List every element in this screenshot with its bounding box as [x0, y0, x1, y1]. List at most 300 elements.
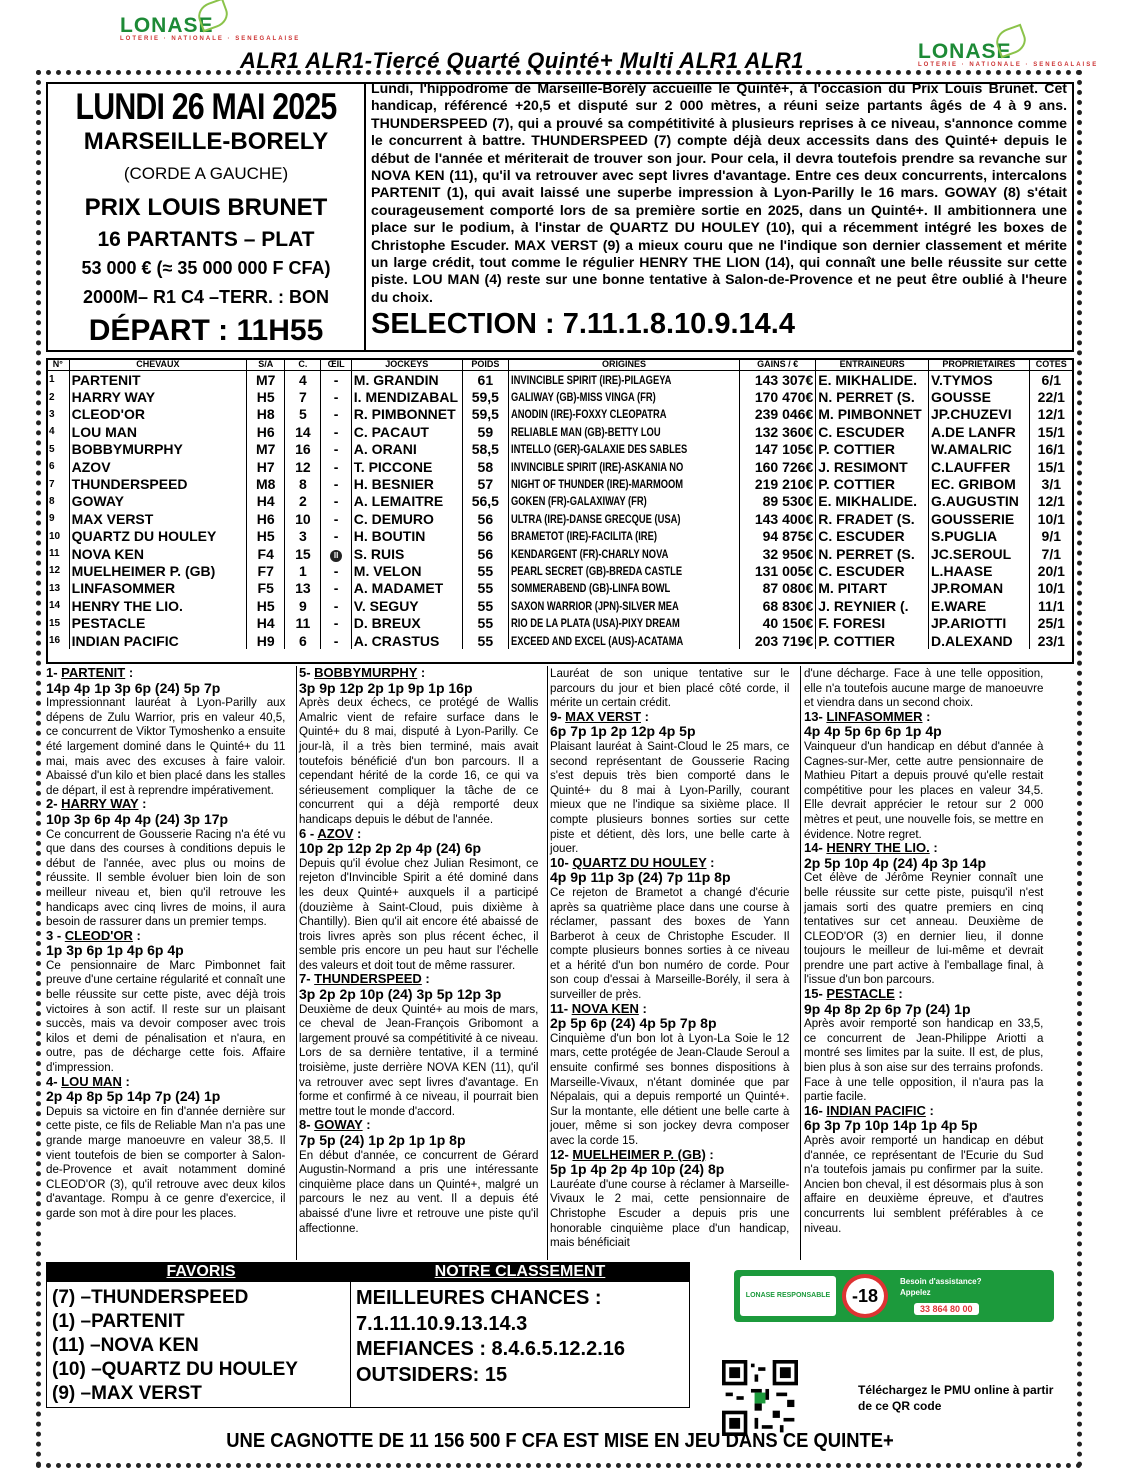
logo-tagline: LOTERIE · NATIONALE · SENEGALAISE	[918, 62, 1099, 68]
horse-comment	[804, 666, 1044, 710]
comment-heading: 7- THUNDERSPEED :	[299, 971, 430, 987]
blinkers-icon: II	[330, 550, 342, 562]
race-name: PRIX LOUIS BRUNET	[84, 194, 328, 221]
col-poids: 56	[462, 510, 508, 527]
col-num: 4	[47, 423, 70, 440]
table-row	[47, 614, 1074, 631]
table-row	[47, 528, 1074, 545]
col-num: 16	[47, 632, 70, 649]
col-oeil: -	[321, 562, 351, 579]
comment-text: Impressionnant lauréat à Lyon-Parilly aux dépens de Zulu Warrior, pris en valeur 40,5, ce concurrent de Viktor Tymoshenko a ensuite été largement dominé dans le Quinté+ du 11 mai, mais avec des excuses à faire valoir. Abaissé d'un kilo et bien placé dans les stalles de départ, il est à reprendre impérativement.	[46, 695, 286, 797]
col-oeil: -	[321, 423, 351, 440]
horse-comment	[299, 1118, 539, 1235]
col-entraineur: C. ESCUDER	[816, 423, 929, 440]
header-col-num: N°	[47, 358, 70, 371]
col-horse: MAX VERST	[69, 510, 246, 527]
col-corde: 10	[285, 510, 321, 527]
col-num: 3	[47, 406, 70, 423]
horse-comment	[299, 666, 539, 827]
horse-comment	[550, 856, 790, 1002]
col-oeil: -	[321, 406, 351, 423]
header-col-gains: GAINS / €	[739, 358, 815, 371]
col-gains: 131 005€	[739, 562, 815, 579]
col-entraineur: C. ESCUDER	[816, 562, 929, 579]
comments-column-3	[550, 666, 790, 1250]
col-horse: CLEOD'OR	[69, 406, 246, 423]
table-row	[47, 597, 1074, 614]
col-sa: F4	[247, 545, 285, 562]
col-cote: 3/1	[1029, 475, 1073, 492]
col-corde: 8	[285, 475, 321, 492]
col-horse: BOBBYMURPHY	[69, 441, 246, 458]
col-cote: 23/1	[1029, 632, 1073, 649]
comment-heading: 4- LOU MAN :	[46, 1073, 130, 1089]
table-row	[47, 388, 1074, 405]
best-chances-value: 7.1.11.10.9.13.14.3	[356, 1312, 528, 1335]
col-origines: KENDARGENT (FR)-CHARLY NOVA	[508, 545, 739, 562]
col-jockey: M. VELON	[351, 562, 462, 579]
comment-heading: 10- QUARTZ DU HOULEY :	[550, 854, 715, 870]
col-sa: H5	[247, 528, 285, 545]
col-origines: INVINCIBLE SPIRIT (IRE)-PILAGEYA	[508, 371, 739, 389]
comment-heading: 15- PESTACLE :	[804, 986, 903, 1002]
col-corde: 15	[285, 545, 321, 562]
comment-heading: 2- HARRY WAY :	[46, 796, 147, 812]
col-oeil: -	[321, 632, 351, 649]
col-origines: NIGHT OF THUNDER (IRE)-MARMOOM	[508, 475, 739, 492]
col-num: 13	[47, 580, 70, 597]
comment-text: Plaisant lauréat à Saint-Cloud le 25 mars, ce second représentant de Gousserie Racing s'est depuis très bien comporté dans le Quinté+ du 8 mai à Lyon-Parilly, courant mieux que ne l'indique sa sixième place. Il compte plusieurs bonnes sorties sur cette piste et détient, dès lors, une belle carte à jouer.	[550, 738, 790, 856]
favoris-title: FAVORIS	[46, 1262, 356, 1282]
comment-text: Deuxième de deux Quinté+ au mois de mars, ce cheval de Jean-François Gribomont a largement prouvé sa compétitivité à ce niveau. Lors de sa dernière tentative, il a terminé troisième, juste derrière NOVA KEN (11), qu'il va retrouver avec sept livres d'avantage. En forme et confirmé à ce niveau, il pourrait bien mettre tout le monde d'accord.	[299, 1001, 539, 1118]
col-proprietaire: GOUSSE	[929, 388, 1030, 405]
col-poids: 55	[462, 614, 508, 631]
race-history: 7p 5p (24) 1p 2p 1p 1p 8p	[299, 1132, 466, 1148]
col-corde: 16	[285, 441, 321, 458]
header-col-sa: S/A	[247, 358, 285, 371]
no-minors-icon: -18	[842, 1274, 888, 1318]
col-poids: 61	[462, 371, 508, 389]
favori-item: (1) –PARTENIT	[52, 1311, 185, 1332]
race-history: 6p 3p 7p 10p 14p 1p 4p 5p	[804, 1117, 978, 1134]
col-gains: 68 830€	[739, 597, 815, 614]
comment-heading: 14- HENRY THE LIO. :	[804, 840, 938, 856]
table-row	[47, 475, 1074, 492]
help-line: Besoin d'assistance?	[900, 1277, 982, 1286]
col-corde: 4	[285, 371, 321, 389]
table-row	[47, 493, 1074, 510]
col-proprietaire: A.DE LANFR	[929, 423, 1030, 440]
horse-comment	[550, 710, 790, 856]
col-sa: M8	[247, 475, 285, 492]
col-proprietaire: GOUSSERIE	[929, 510, 1030, 527]
col-corde: 11	[285, 614, 321, 631]
help-phone: 33 864 80 00	[914, 1303, 979, 1315]
col-entraineur: C. ESCUDER	[816, 528, 929, 545]
col-horse: HENRY THE LIO.	[69, 597, 246, 614]
race-history: 4p 4p 5p 6p 6p 1p 4p	[804, 723, 942, 740]
col-gains: 203 719€	[739, 632, 815, 649]
horse-comment	[46, 929, 286, 1075]
col-poids: 59,5	[462, 406, 508, 423]
col-oeil: -	[321, 475, 351, 492]
col-gains: 40 150€	[739, 614, 815, 631]
col-oeil: -	[321, 458, 351, 475]
col-cote: 7/1	[1029, 545, 1073, 562]
col-sa: H5	[247, 388, 285, 405]
col-cote: 15/1	[1029, 423, 1073, 440]
divider	[296, 666, 297, 1260]
col-cote: 11/1	[1029, 597, 1073, 614]
race-history: 10p 3p 6p 4p 4p (24) 3p 17p	[46, 810, 229, 827]
horse-comment	[804, 987, 1044, 1104]
col-sa: F7	[247, 562, 285, 579]
race-history: 6p 7p 1p 2p 12p 4p 5p	[550, 723, 696, 740]
col-horse: PESTACLE	[69, 614, 246, 631]
col-proprietaire: D.ALEXAND	[929, 632, 1030, 649]
comment-heading: 5- BOBBYMURPHY :	[299, 665, 426, 680]
col-gains: 32 950€	[739, 545, 815, 562]
col-horse: QUARTZ DU HOULEY	[69, 528, 246, 545]
favori-item: (9) –MAX VERST	[52, 1383, 202, 1404]
corde: (CORDE A GAUCHE)	[123, 164, 289, 183]
hippodrome: MARSEILLE-BORELY	[83, 128, 329, 155]
horse-comment	[550, 1148, 790, 1250]
col-num: 8	[47, 493, 70, 510]
col-gains: 170 470€	[739, 388, 815, 405]
col-sa: H7	[247, 458, 285, 475]
col-poids: 56	[462, 545, 508, 562]
col-oeil: -	[321, 528, 351, 545]
divider	[547, 666, 548, 1260]
col-cote: 6/1	[1029, 371, 1073, 389]
col-oeil: -	[321, 371, 351, 389]
comment-text: En début d'année, ce concurrent de Gérard Augustin-Normand a pris une intéressante cinquième place dans un Quinté+, malgré un parcours le nez au vent. Il a depuis été abaissé d'une livre et retrouve une piste qu'il affectionne.	[299, 1147, 539, 1235]
col-entraineur: N. PERRET (S.	[816, 388, 929, 405]
col-entraineur: M. PIMBONNET	[816, 406, 929, 423]
col-sa: H9	[247, 632, 285, 649]
race-details	[50, 86, 362, 348]
col-proprietaire: E.WARE	[929, 597, 1030, 614]
col-jockey: D. BREUX	[351, 614, 462, 631]
col-jockey: A. ORANI	[351, 441, 462, 458]
col-oeil	[321, 545, 351, 562]
col-jockey: T. PICCONE	[351, 458, 462, 475]
col-origines: INVINCIBLE SPIRIT (IRE)-ASKANIA NO	[508, 458, 739, 475]
header-col-corde: C.	[285, 358, 321, 371]
col-gains: 160 726€	[739, 458, 815, 475]
divider	[800, 666, 801, 1260]
col-horse: INDIAN PACIFIC	[69, 632, 246, 649]
help-line: Appelez	[900, 1288, 931, 1297]
logo-text: LONASE	[120, 14, 214, 37]
table-row	[47, 580, 1074, 597]
col-origines: ULTRA (IRE)-DANSE GRECQUE (USA)	[508, 510, 739, 527]
col-cote: 12/1	[1029, 493, 1073, 510]
col-entraineur: M. PITART	[816, 580, 929, 597]
qr-code-icon[interactable]	[722, 1360, 798, 1436]
col-corde: 7	[285, 388, 321, 405]
table-row	[47, 545, 1074, 562]
favori-item: (7) –THUNDERSPEED	[52, 1287, 249, 1308]
col-poids: 57	[462, 475, 508, 492]
divider	[364, 82, 366, 352]
col-proprietaire: V.TYMOS	[929, 371, 1030, 389]
col-entraineur: E. MIKHALIDE.	[816, 371, 929, 389]
col-poids: 55	[462, 580, 508, 597]
col-horse: NOVA KEN	[69, 545, 246, 562]
horse-comment	[299, 972, 539, 1118]
col-origines: BRAMETOT (IRE)-FACILITA (IRE)	[508, 528, 739, 545]
col-entraineur: J. REYNIER (.	[816, 597, 929, 614]
col-jockey: S. RUIS	[351, 545, 462, 562]
lonase-responsable-badge: LONASE RESPONSABLE	[740, 1276, 836, 1316]
col-gains: 87 080€	[739, 580, 815, 597]
col-corde: 2	[285, 493, 321, 510]
race-history: 2p 5p 6p (24) 4p 5p 7p 8p	[550, 1015, 717, 1032]
col-origines: ANODIN (IRE)-FOXXY CLEOPATRA	[508, 406, 739, 423]
selection: SELECTION : 7.11.1.8.10.9.14.4	[371, 308, 795, 340]
col-horse: HARRY WAY	[69, 388, 246, 405]
comment-heading: 1- PARTENIT :	[46, 665, 134, 680]
race-history: 9p 4p 8p 2p 6p 7p (24) 1p	[804, 1000, 971, 1017]
col-num: 10	[47, 528, 70, 545]
table-header	[47, 358, 1074, 371]
comment-text: Après avoir remporté son handicap en 33,5, ce concurrent de Jean-Philippe Ariotti a montré ses limites par la suite. Il est, de plus, bien plus à son aise sur des terrains profonds. Face à une telle opposition, il n'aura pas la partie facile.	[804, 1016, 1044, 1104]
col-oeil: -	[321, 510, 351, 527]
col-entraineur: F. FORESI	[816, 614, 929, 631]
col-oeil: -	[321, 493, 351, 510]
lonase-logo-left	[120, 14, 300, 42]
col-horse: LOU MAN	[69, 423, 246, 440]
col-origines: PEARL SECRET (GB)-BREDA CASTLE	[508, 562, 739, 579]
col-jockey: V. SEGUY	[351, 597, 462, 614]
col-corde: 13	[285, 580, 321, 597]
col-corde: 1	[285, 562, 321, 579]
horse-comment	[46, 1075, 286, 1221]
col-proprietaire: S.PUGLIA	[929, 528, 1030, 545]
runners-table	[46, 358, 1074, 649]
col-sa: H8	[247, 406, 285, 423]
col-sa: M7	[247, 441, 285, 458]
col-jockey: A. LEMAITRE	[351, 493, 462, 510]
race-history: 3p 9p 12p 2p 1p 9p 1p 16p	[299, 679, 473, 696]
col-corde: 6	[285, 632, 321, 649]
col-cote: 12/1	[1029, 406, 1073, 423]
col-sa: H5	[247, 597, 285, 614]
comment-text: Depuis sa victoire en fin d'année dernière sur cette piste, ce fils de Reliable Man n'a pas une grande marge manoeuvre en valeur 38,5. Il vient toutefois de bien se comporter à Salon-de-Provence et avait notamment dominé CLEOD'OR (3), qu'il retrouve avec deux kilos d'avantage. Rompu à ce genre d'exercice, il garde son mot à dire pour les places.	[46, 1103, 286, 1220]
table-row	[47, 632, 1074, 649]
comment-text: Ce rejeton de Brametot a changé d'écurie après sa quatrième place dans une course à réclamer, passant des boxes de Yann Barberot à ceux de Christophe Escuder. Il compte plusieurs bonnes sorties à ce niveau et a hérité d'un bon numéro de corde. Pour son coup d'essai à Marseille-Borély, il sera à surveiller de près.	[550, 884, 790, 1002]
col-cote: 10/1	[1029, 580, 1073, 597]
col-proprietaire: JC.SEROUL	[929, 545, 1030, 562]
classement-content	[356, 1286, 625, 1388]
col-poids: 58,5	[462, 441, 508, 458]
comment-text: Vainqueur d'un handicap en début d'année à Cagnes-sur-Mer, cette autre pensionnaire de Mathieu Pitart a depuis prouvé qu'elle restait compétitive pour les places en valeur 34,5. Elle devrait apprécier le retour sur 2 000 mètres et peut, une nouvelle fois, se mettre en évidence. Notre regret.	[804, 738, 1044, 841]
comment-text: Ce pensionnaire de Marc Pimbonnet fait preuve d'une certaine régularité et connaît une belle réussite sur cette piste, avec déjà trois victoires à son actif. Il reste sur un plaisant succès, mais va devoir composer avec trois kilos et demi de pénalisation et n'aura, en outre, pas de décharge cette fois. Affaire d'impression.	[46, 957, 286, 1075]
logo-text: LONASE	[918, 40, 1012, 63]
horse-comment	[550, 1002, 790, 1148]
distance-info: 2000M– R1 C4 –TERR. : BON	[82, 287, 330, 307]
header-col-origines: ORIGINES	[508, 358, 739, 371]
col-num: 9	[47, 510, 70, 527]
col-sa: M7	[247, 371, 285, 389]
prize-money: 53 000 € (≈ 35 000 000 F CFA)	[81, 258, 331, 278]
col-horse: MUELHEIMER P. (GB)	[69, 562, 246, 579]
col-num: 1	[47, 371, 70, 389]
col-horse: THUNDERSPEED	[69, 475, 246, 492]
col-corde: 14	[285, 423, 321, 440]
col-entraineur: N. PERRET (S.	[816, 545, 929, 562]
comment-text: Après avoir remporté un handicap en début d'année, ce représentant de l'Ecurie du Sud n'a toutefois jamais pu confirmer par la suite. Ancien bon cheval, il est désormais plus à son affaire en deuxième épreuve, et d'autres concurrents lui semblent préférables à ce niveau.	[804, 1133, 1044, 1235]
race-history: 2p 5p 10p 4p (24) 4p 3p 14p	[804, 854, 987, 871]
col-cote: 9/1	[1029, 528, 1073, 545]
comment-text: Après deux échecs, ce protégé de Wallis Amalric vient de refaire surface dans le Quinté+ du 8 mai, disputé à Lyon-Parilly. Ce jour-là, il a très bien terminé, mais avait toutefois bénéficié d'un bon parcours. Il a cependant hérité de la corde 16, ce qui va sérieusement compliquer la tâche de ce concurrent qui a déjà remporté deux handicaps depuis le début de l'année.	[299, 695, 539, 826]
col-horse: PARTENIT	[69, 371, 246, 389]
mefiances: MEFIANCES : 8.4.6.5.12.2.16	[356, 1338, 626, 1360]
favoris-list	[52, 1286, 298, 1406]
comment-text: Lauréate d'une course à réclamer à Marseille-Vivaux le 2 mai, cette pensionnaire de Christophe Escuder a depuis pris une honorable cinquième place d'un handicap, mais bénéficiait	[550, 1176, 790, 1250]
logo-tagline: LOTERIE · NATIONALE · SENEGALAISE	[120, 36, 301, 42]
col-jockey: H. BOUTIN	[351, 528, 462, 545]
horse-comment	[46, 797, 286, 928]
col-sa: H6	[247, 510, 285, 527]
jackpot-banner: UNE CAGNOTTE DE 11 156 500 F CFA EST MISE EN JEU DANS CE QUINTE+	[226, 1430, 894, 1452]
col-proprietaire: EC. GRIBOM	[929, 475, 1030, 492]
comment-heading: 16- INDIAN PACIFIC :	[804, 1102, 934, 1118]
col-gains: 143 307€	[739, 371, 815, 389]
col-proprietaire: C.LAUFFER	[929, 458, 1030, 475]
col-cote: 25/1	[1029, 614, 1073, 631]
col-horse: GOWAY	[69, 493, 246, 510]
col-horse: LINFASOMMER	[69, 580, 246, 597]
comment-heading: 12- MUELHEIMER P. (GB) :	[550, 1146, 714, 1162]
col-poids: 56,5	[462, 493, 508, 510]
col-origines: RIO DE LA PLATA (USA)-PIXY DREAM	[508, 614, 739, 631]
race-presentation: Lundi, l'hippodrome de Marseille-Borély accueille le Quinté+, à l'occasion du Prix Louis Brunet. Cet handicap, référencé +20,5 et disputé sur 2 000 mètres, a réuni seize partants âgés de 4 à 9 ans. THUNDERSPEED (7), qui a prouvé sa compétitivité à plusieurs reprises à ce niveau, s'annonce comme le concurrent à battre. THUNDERSPEED (7) compte déjà deux accessits dans des Quinté+ depuis le début de l'année et mériterait de trouver son jour. Pour cela, il devra toutefois prendre sa revanche sur NOVA KEN (11), qu'il va retrouver avec sept livres d'avantage. Entre ces deux concurrents, intercalons PARTENIT (1), qui avait laissé une superbe impression à Lyon-Parilly le 16 mars. GOWAY (8) s'était courageusement comporté lors de sa première sortie en 2025, dans un Quinté+. Il ambitionnera une place sur le podium, à l'instar de QUARTZ DU HOULEY (10), qui a récemment intégré les boxes de Christophe Escuder. MAX VERST (9) a mieux couru que ne l'indique son dernier classement et mérite un large crédit, tout comme le régulier HENRY THE LION (14), qui connaît une belle réussite sur cette piste. LOU MAN (4) reste sur une bonne tentative à Salon-de-Provence et ne peut être oublié à l'heure du choix.	[371, 80, 1067, 305]
race-date: LUNDI 26 MAI 2025	[75, 86, 337, 127]
comment-heading: 9- MAX VERST :	[550, 708, 649, 724]
horse-comment	[804, 1104, 1044, 1235]
comment-heading: 13- LINFASOMMER :	[804, 708, 931, 724]
col-oeil: -	[321, 614, 351, 631]
col-entraineur: P. COTTIER	[816, 632, 929, 649]
table-row	[47, 510, 1074, 527]
col-poids: 59	[462, 423, 508, 440]
col-entraineur: P. COTTIER	[816, 475, 929, 492]
race-history: 2p 4p 8p 5p 14p 7p (24) 1p	[46, 1088, 221, 1105]
col-oeil: -	[321, 441, 351, 458]
help-text	[900, 1276, 982, 1298]
col-origines: RELIABLE MAN (GB)-BETTY LOU	[508, 423, 739, 440]
col-num: 7	[47, 475, 70, 492]
horse-comment	[804, 710, 1044, 841]
race-history: 14p 4p 1p 3p 6p (24) 5p 7p	[46, 679, 221, 696]
col-jockey: M. GRANDIN	[351, 371, 462, 389]
comment-text: Cet élève de Jérôme Reynier connaît une belle réussite sur cette piste, puisqu'il n'est jamais sorti des quatre premiers en cinq tentatives sur cet anneau. Deuxième de CLEOD'OR (3) en dernier lieu, il donne toujours le meilleur de lui-même et devrait prendre une part active à l'emballage final, à l'issue d'un bon parcours.	[804, 870, 1044, 987]
comment-text: Depuis qu'il évolue chez Julian Resimont, ce rejeton d'Invincible Spirit a été dominé dans les deux Quinté+ auxquels il a participé (douzième à Saint-Cloud, puis dixième à Chantilly). Bien qu'il ait encore été abaissé de trois livres après son plus récent échec, il semble pris encore un peu haut sur l'échelle des valeurs et doit tout de même rassurer.	[299, 855, 539, 972]
col-proprietaire: JP.CHUZEVI	[929, 406, 1030, 423]
col-sa: H6	[247, 423, 285, 440]
col-jockey: R. PIMBONNET	[351, 406, 462, 423]
header-col-poids: POIDS	[462, 358, 508, 371]
col-corde: 9	[285, 597, 321, 614]
col-origines: SOMMERABEND (GB)-LINFA BOWL	[508, 580, 739, 597]
table-row	[47, 562, 1074, 579]
race-history: 3p 2p 2p 10p (24) 3p 5p 12p 3p	[299, 986, 502, 1003]
col-oeil: -	[321, 388, 351, 405]
col-gains: 219 210€	[739, 475, 815, 492]
comment-heading: 11- NOVA KEN :	[550, 1000, 647, 1016]
col-num: 14	[47, 597, 70, 614]
header-col-jockey: JOCKEYS	[351, 358, 462, 371]
col-sa: H4	[247, 493, 285, 510]
col-poids: 55	[462, 632, 508, 649]
race-history: 1p 3p 6p 1p 4p 6p 4p	[46, 942, 184, 959]
col-cote: 15/1	[1029, 458, 1073, 475]
col-cote: 16/1	[1029, 441, 1073, 458]
col-entraineur: P. COTTIER	[816, 441, 929, 458]
col-oeil: -	[321, 597, 351, 614]
col-poids: 55	[462, 562, 508, 579]
col-origines: GOKEN (FR)-GALAXIWAY (FR)	[508, 493, 739, 510]
favori-item: (10) –QUARTZ DU HOULEY	[52, 1359, 298, 1380]
comment-text: Ce concurrent de Gousserie Racing n'a été vu que dans des courses à conditions depuis le début de l'année, avec plus ou moins de réussite. Il semble évoluer bien loin de son meilleur niveau et, bien qu'il retrouve les handicaps avec cinq livres de moins, il aura besoin de rassurer dans un premier temps.	[46, 826, 286, 929]
col-gains: 94 875€	[739, 528, 815, 545]
comments-column-1	[46, 666, 286, 1221]
col-gains: 239 046€	[739, 406, 815, 423]
col-origines: GALIWAY (GB)-MISS VINGA (FR)	[508, 388, 739, 405]
col-proprietaire: G.AUGUSTIN	[929, 493, 1030, 510]
col-poids: 55	[462, 597, 508, 614]
horse-comment	[299, 827, 539, 973]
col-entraineur: E. MIKHALIDE.	[816, 493, 929, 510]
col-proprietaire: L.HAASE	[929, 562, 1030, 579]
col-proprietaire: JP.ROMAN	[929, 580, 1030, 597]
horse-comment	[46, 666, 286, 797]
col-jockey: C. DEMURO	[351, 510, 462, 527]
outsiders: OUTSIDERS: 15	[356, 1363, 508, 1386]
col-num: 6	[47, 458, 70, 475]
col-gains: 89 530€	[739, 493, 815, 510]
col-gains: 132 360€	[739, 423, 815, 440]
col-corde: 5	[285, 406, 321, 423]
comments-column-2	[299, 666, 539, 1235]
table-row	[47, 458, 1074, 475]
comment-heading: 8- GOWAY :	[299, 1117, 371, 1133]
comment-text: d'une décharge. Face à une telle opposition, elle n'a toutefois aucune marge de manoeuvre et viendra dans un second choix.	[804, 666, 1044, 710]
col-jockey: A. CRASTUS	[351, 632, 462, 649]
best-chances-label: MEILLEURES CHANCES :	[356, 1287, 602, 1309]
comment-text: Cinquième d'un bon lot à Lyon-La Soie le 12 mars, cette protégée de Jean-Claude Seroul a ensuite confirmé ses bonnes dispositions à Marseille-Vivaux, n'étant dominée que par Népalais, qui a depuis remporté un Quinté+. Sur la montante, elle détient une belle carte à jouer, même si son jockey devra composer avec la corde 15.	[550, 1030, 790, 1147]
col-oeil: -	[321, 580, 351, 597]
col-origines: SAXON WARRIOR (JPN)-SILVER MEA	[508, 597, 739, 614]
horse-comments	[44, 666, 1074, 1260]
table-row	[47, 423, 1074, 440]
qr-caption: Téléchargez le PMU online à partir de ce QR code	[858, 1383, 1054, 1413]
col-poids: 56	[462, 528, 508, 545]
col-cote: 20/1	[1029, 562, 1073, 579]
col-entraineur: R. FRADET (S.	[816, 510, 929, 527]
header-col-cote: COTES	[1029, 358, 1073, 371]
col-origines: EXCEED AND EXCEL (AUS)-ACATAMA	[508, 632, 739, 649]
col-jockey: C. PACAUT	[351, 423, 462, 440]
col-num: 12	[47, 562, 70, 579]
col-horse: AZOV	[69, 458, 246, 475]
race-history: 4p 9p 11p 3p (24) 7p 11p 8p	[550, 869, 731, 886]
col-gains: 147 105€	[739, 441, 815, 458]
classement-title: NOTRE CLASSEMENT	[350, 1262, 690, 1282]
